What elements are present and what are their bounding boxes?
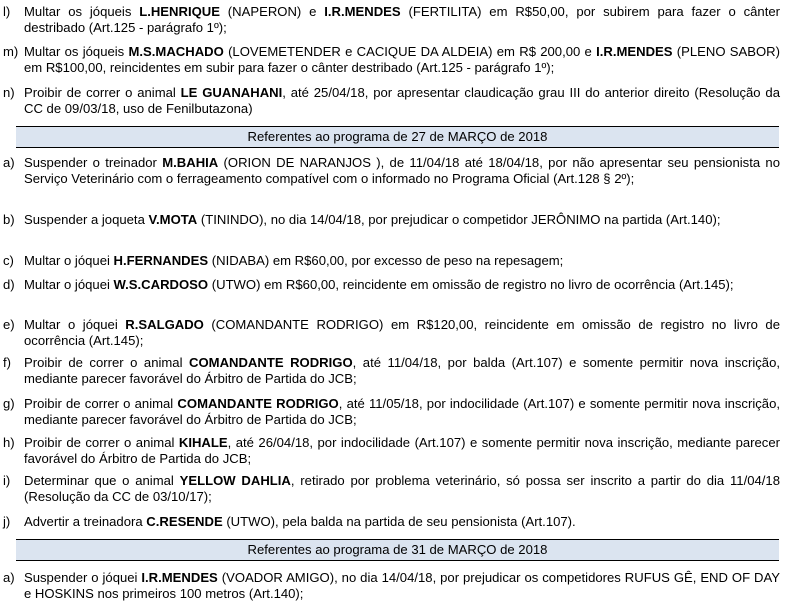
list-item-c [0,253,780,269]
item-text [24,277,780,293]
text-run: Proibir de correr o animal [24,396,178,411]
item-text [24,155,780,188]
item-letter: a) [3,570,15,585]
text-run: (UTWO) em R$60,00, reincidente em omissão de registro no livro de ocorrência (Art.145); [208,277,734,292]
text-run: (LOVEMETENDER e CACIQUE DA ALDEIA) em R$ 200,00 e [223,44,597,59]
animal-name: COMANDANTE RODRIGO [189,355,353,370]
item-text [24,355,780,388]
item-letter: b) [3,212,15,227]
text-run: Multar o jóquei [24,317,126,332]
item-letter: i) [3,473,11,488]
text-run: Suspender a joqueta [24,212,149,227]
item-text [24,253,780,269]
text-run: Multar o jóquei [24,277,114,292]
text-run: , até 26/04/18, por indocilidade (Art.107) e somente permitir nova inscrição, mediante parecer favorável do Árbitro de Partida do JCB; [24,435,780,467]
text-run: (TININDO), no dia 14/04/18, por prejudicar o competidor JERÔNIMO na partida (Art.140); [197,212,721,227]
item-letter: f) [3,355,11,370]
text-run: Proibir de correr o animal [24,435,179,450]
item-text [24,570,780,603]
item-letter: l) [3,4,11,19]
item-text [24,85,780,118]
section-header-31-marco: Referentes ao programa de 31 de MARÇO de 2018 [16,539,779,561]
item-letter: d) [3,277,15,292]
animal-name: LE GUANAHANI [180,85,283,100]
text-run: (NAPERON) e [219,4,325,19]
text-run: Multar o jóquei [24,253,114,268]
text-run: , até 11/05/18, por indocilidade (Art.107) e somente permitir nova inscrição, mediante parecer favorável do Árbitro de Partida do JCB; [24,396,780,428]
text-run: Proibir de correr o animal [24,85,181,100]
item-letter: j) [3,514,11,529]
item-text [24,396,780,429]
list-item-j [0,514,780,530]
animal-name: COMANDANTE RODRIGO [177,396,339,411]
item-text [24,473,780,506]
list-item-f [0,355,780,388]
item-letter: a) [3,155,15,170]
text-run: (COMANDANTE RODRIGO) em R$120,00, reincidente em omissão de registro no livro de ocorrência (Art.145); [24,317,780,349]
text-run: (VOADOR AMIGO), no dia 14/04/18, por prejudicar os competidores RUFUS GÊ, END OF DAY e HOSKINS nos primeiros 100 metros (Art.140); [24,570,780,602]
text-run: , até 25/04/18, por apresentar claudicação grau III do anterior direito (Resolução da CC de 09/03/18, uso de Fenilbutazona) [24,85,780,117]
text-run: (NIDABA) em R$60,00, por excesso de peso na repesagem; [208,253,564,268]
text-run: Multar os jóqueis [24,44,129,59]
animal-name: YELLOW DAHLIA [179,473,291,488]
item-letter: c) [3,253,14,268]
jockey-name: I.R.MENDES [596,44,673,59]
list-item-a-31 [0,570,780,603]
jockey-name: W.S.CARDOSO [113,277,209,292]
jockey-name: I.R.MENDES [324,4,401,19]
jockey-name: R.SALGADO [125,317,204,332]
item-letter: m) [3,44,19,59]
list-item-n [0,85,780,118]
jockey-name: I.R.MENDES [141,570,218,585]
item-text [24,317,780,350]
item-text [24,44,780,77]
list-item-i [0,473,780,506]
text-run: Advertir a treinadora [24,514,147,529]
list-item-g [0,396,780,429]
item-text [24,514,780,530]
text-run: Proibir de correr o animal [24,355,190,370]
section-header-27-marco: Referentes ao programa de 27 de MARÇO de 2018 [16,126,779,148]
list-item-l [0,4,780,37]
text-run: (PLENO SABOR) em R$100,00, reincidentes em subir para fazer o cânter destribado (Art.125 - parágrafo 1º); [24,44,780,76]
item-text [24,435,780,468]
text-run: , até 11/04/18, por balda (Art.107) e somente permitir nova inscrição, mediante parecer favorável do Árbitro de Partida do JCB; [24,355,780,387]
jockey-name: H.FERNANDES [113,253,209,268]
text-run: (FERTILITA) em R$50,00, por subirem para fazer o cânter destribado (Art.125 - parágrafo 1º); [24,4,780,36]
text-run: Suspender o treinador [24,155,163,170]
jockey-name: M.S.MACHADO [128,44,224,59]
item-text [24,212,780,228]
list-item-e [0,317,780,350]
item-letter: g) [3,396,15,411]
item-letter: h) [3,435,15,450]
jockey-name: L.HENRIQUE [139,4,220,19]
item-letter: e) [3,317,15,332]
trainer-name: C.RESENDE [146,514,223,529]
trainer-name: M.BAHIA [162,155,219,170]
list-item-a [0,155,780,188]
list-item-d [0,277,780,293]
text-run: Determinar que o animal [24,473,180,488]
text-run: (UTWO), pela balda na partida de seu pensionista (Art.107). [222,514,576,529]
item-text [24,4,780,37]
list-item-b [0,212,780,228]
list-item-h [0,435,780,468]
item-letter: n) [3,85,15,100]
list-item-m [0,44,780,77]
text-run: Multar os jóqueis [24,4,140,19]
text-run: , retirado por problema veterinário, só possa ser inscrito a partir do dia 11/04/18 (Resolução da CC de 03/10/17); [24,473,780,505]
text-run: (ORION DE NARANJOS ), de 11/04/18 até 18/04/18, por não apresentar seu pensionista no Serviço Veterinário com o ferrageamento compatível com o informado no Programa Oficial (Art.128 § 2º); [24,155,780,187]
jockey-name: V.MOTA [148,212,198,227]
animal-name: KIHALE [178,435,228,450]
text-run: Suspender o jóquei [24,570,142,585]
